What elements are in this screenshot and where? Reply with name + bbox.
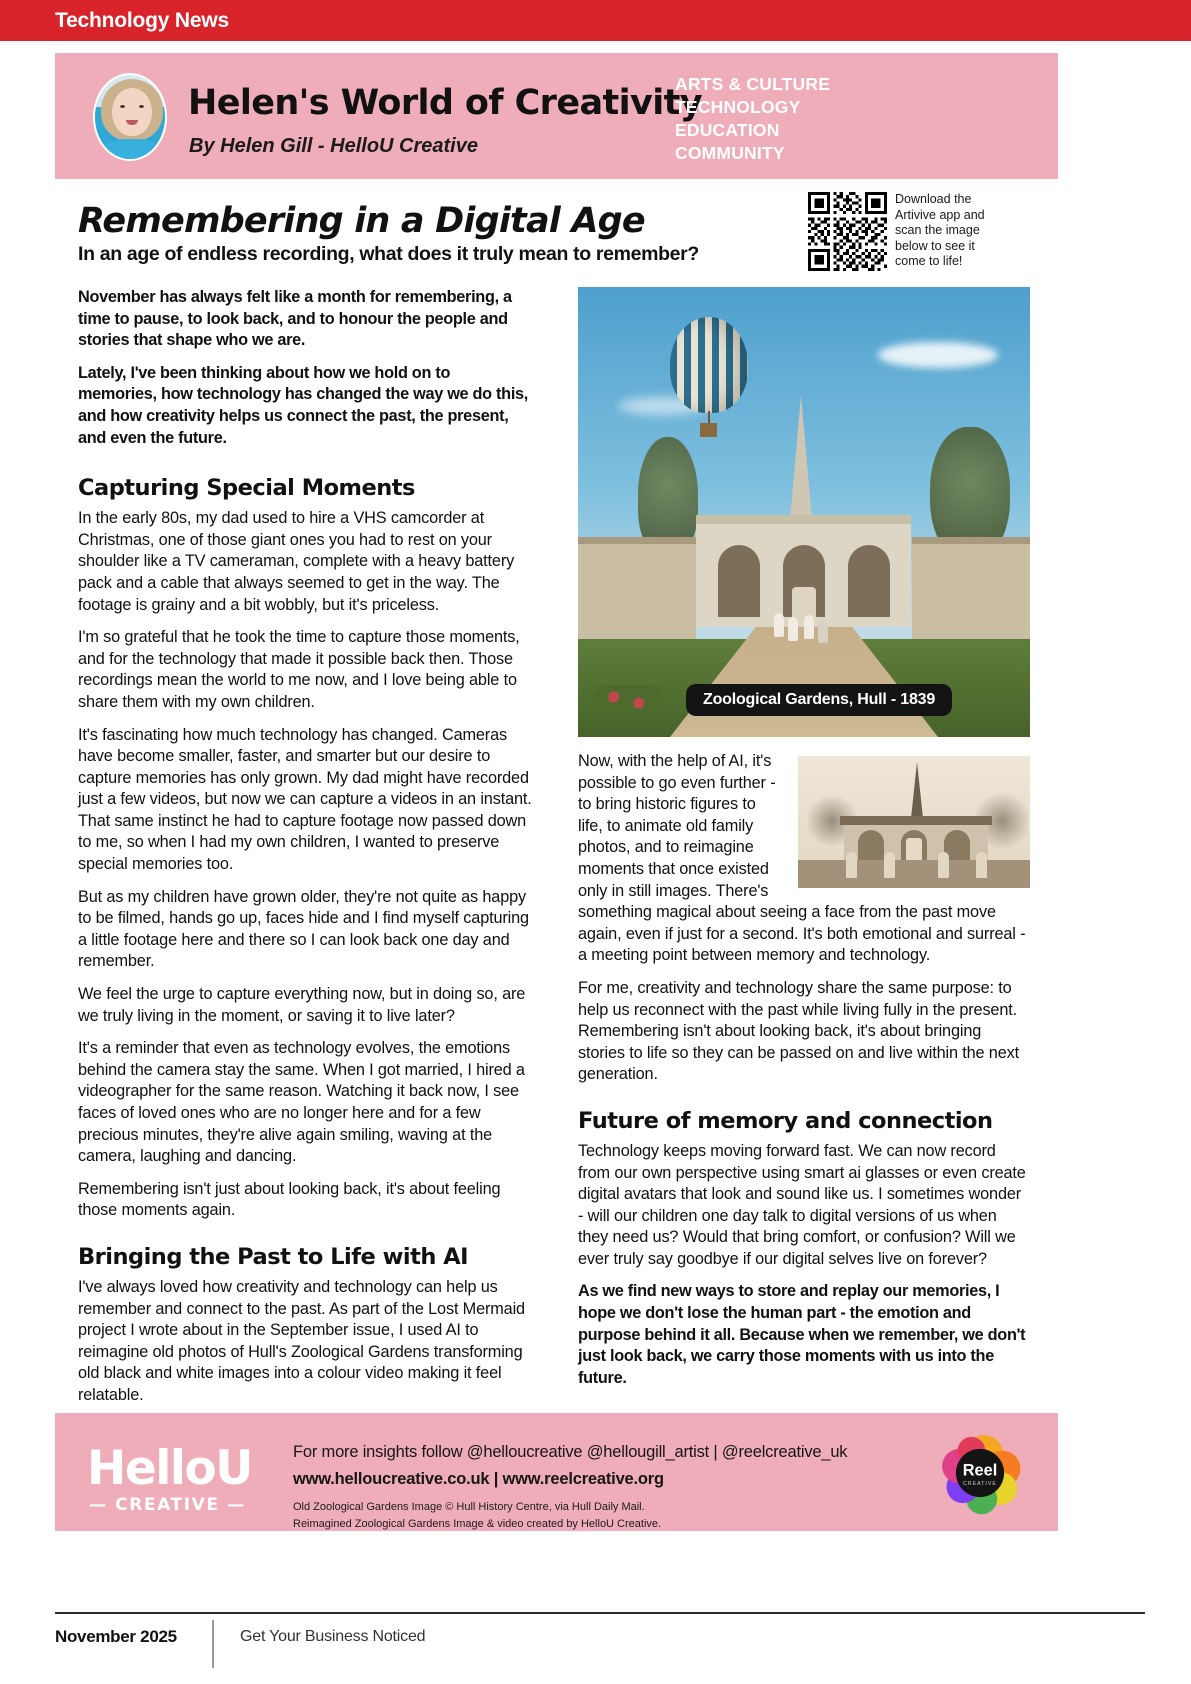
tag-arts-culture: ARTS & CULTURE	[675, 74, 831, 94]
archive-urn	[846, 852, 857, 878]
reel-logo-text: Reel	[962, 1461, 998, 1480]
hero-image-caption: Zoological Gardens, Hull - 1839	[686, 684, 952, 716]
hero-arch	[718, 545, 760, 617]
hellou-logo-tagline: — CREATIVE —	[89, 1495, 246, 1515]
archive-roof	[840, 816, 992, 825]
body-paragraph: It's fascinating how much technology has changed. Cameras have become smaller, faster, and smarter but our desire to capture memories has only grown. My dad might have recorded just a few videos, but now we can capture a videos in an instant. That same instinct he had to capture footage now passed down to me, so when I had my own children, I wanted to preserve special memories too.	[78, 725, 532, 874]
avatar	[93, 73, 167, 161]
right-column	[578, 287, 1030, 1400]
page-bottom-rule	[55, 1612, 1145, 1614]
archive-urn	[884, 852, 895, 878]
footer-social-handles[interactable]: For more insights follow @helloucreative @hellougill_artist | @reelcreative_uk	[293, 1443, 848, 1461]
body-paragraph: Now, with the help of AI, it's possible to go even further - to bring historic figures to life, to animate old family photos, and to reimagine moments that once existed only in still images. There's something magical about seeing a face from the past move again, even if just for a second. It's both emotional and surreal - a meeting point between memory and technology.	[578, 752, 1026, 965]
closing-paragraph: As we find new ways to store and replay our memories, I hope we don't lose the human part - the emotion and purpose behind it all. Because when we remember, we don't just look back, we carry those moments with us into the future.	[578, 1282, 1026, 1387]
masthead-bar	[0, 0, 1191, 41]
tag-technology: TECHNOLOGY	[675, 97, 801, 117]
avatar-eye-right	[139, 105, 144, 108]
left-column	[78, 287, 533, 1418]
article-headline: Remembering in a Digital Age	[78, 201, 645, 241]
body-paragraph: In the early 80s, my dad used to hire a VHS camcorder at Christmas, one of those giant ones you had to rest on your shoulder like a TV cameraman, complete with a heavy battery pack and a cable that always seemed to get in the way. The footage is grainy and a bit wobbly, but it's priceless.	[78, 509, 515, 614]
hero-figure	[788, 617, 798, 641]
masthead-title: Technology News	[55, 9, 229, 32]
archive-spire	[911, 762, 923, 818]
archive-photo	[798, 756, 1030, 888]
body-paragraph: Remembering isn't just about looking back, it's about feeling those moments again.	[78, 1179, 501, 1220]
hero-arch	[848, 545, 890, 617]
footer-image-credit: Reimagined Zoological Gardens Image & video created by HelloU Creative.	[293, 1518, 662, 1530]
section-heading-future: Future of memory and connection	[578, 1107, 993, 1134]
balloon-basket	[700, 423, 717, 437]
hero-flowerbed	[592, 685, 664, 715]
page-footer-tagline: Get Your Business Noticed	[240, 1628, 426, 1645]
hero-figure	[804, 615, 814, 639]
column-title: Helen's World of Creativity	[188, 83, 702, 123]
section-heading-capturing: Capturing Special Moments	[78, 475, 415, 502]
intro-paragraph: November has always felt like a month for remembering, a time to pause, to look back, and to honour the people and stories that shape who we are.	[78, 288, 512, 350]
avatar-eye-left	[120, 105, 125, 108]
body-paragraph: For me, creativity and technology share the same purpose: to help us reconnect with the past while living fully in the present. Remembering isn't about looking back, it's about bringing stories to life so they can be passed on and live within the next generation.	[578, 978, 1019, 1084]
hero-figure	[774, 613, 784, 637]
footer-bar	[55, 1413, 1058, 1531]
column-banner	[55, 53, 1058, 179]
section-heading-bringing-past: Bringing the Past to Life with AI	[78, 1243, 469, 1270]
qr-code[interactable]	[808, 192, 887, 271]
hot-air-balloon-icon	[670, 317, 748, 413]
reel-logo-subtext: CREATIVE	[963, 1481, 997, 1488]
archive-urn	[938, 852, 949, 878]
tag-education: EDUCATION	[675, 120, 780, 140]
reel-creative-logo	[937, 1430, 1023, 1516]
qr-instructions: Download the Artivive app and scan the image below to see it come to life!	[895, 192, 985, 268]
hero-cloud	[878, 342, 998, 368]
page-footer-divider	[212, 1620, 214, 1668]
body-paragraph: I'm so grateful that he took the time to capture those moments, and for the technology that made it possible back then. Those recordings mean the world to me now, and I love being able to share them with my own children.	[78, 628, 520, 711]
archive-arch	[858, 830, 884, 864]
hero-building-wing-right	[912, 537, 1030, 655]
archive-wall	[798, 860, 1030, 888]
hero-building-wing-left	[578, 537, 696, 655]
hero-figure	[818, 619, 828, 643]
footer-image-credit: Old Zoological Gardens Image © Hull History Centre, via Hull Daily Mail.	[293, 1501, 645, 1513]
hellou-logo: HelloU	[87, 1441, 252, 1496]
intro-paragraph: Lately, I've been thinking about how we hold on to memories, how technology has changed the way we do this, and how creativity helps us connect the past, the present, and even the future.	[78, 363, 529, 447]
body-paragraph: Technology keeps moving forward fast. We can now record from our own perspective using smart ai glasses or even create digital avatars that look and sound like us. I sometimes wonder - will our children one day talk to digital versions of us when they need us? Would that bring comfort, or confusion? Will we ever truly say goodbye if our digital selves live on forever?	[578, 1141, 1026, 1268]
column-byline: By Helen Gill - HelloU Creative	[189, 135, 478, 157]
hero-image	[578, 287, 1030, 737]
body-paragraph: I've always loved how creativity and technology can help us remember and connect to the past. As part of the Lost Mermaid project I wrote about in the September issue, I used AI to reimagine old photos of Hull's Zoological Gardens transforming old black and white images into a colour video making it feel relatable.	[78, 1277, 525, 1404]
category-tags	[675, 73, 830, 165]
hero-spire	[790, 395, 812, 520]
qr-code-icon	[808, 192, 887, 271]
archive-urn	[976, 852, 987, 878]
body-paragraph: It's a reminder that even as technology evolves, the emotions behind the camera stay the same. When I got married, I hired a videographer for the same reason. Watching it back now, I see faces of loved ones who are no longer here and for a few precious minutes, they're alive again smiling, waving at the camera, laughing and dancing.	[78, 1039, 525, 1166]
page-issue-date: November 2025	[55, 1627, 177, 1646]
avatar-shoulders	[93, 139, 167, 161]
body-paragraph: We feel the urge to capture everything now, but in doing so, are we truly living in the moment, or saving it to live later?	[78, 985, 526, 1025]
footer-websites[interactable]: www.helloucreative.co.uk | www.reelcreative.org	[293, 1470, 664, 1488]
article-subheadline: In an age of endless recording, what does it truly mean to remember?	[78, 243, 699, 265]
avatar-face	[112, 88, 152, 136]
tag-community: COMMUNITY	[675, 143, 785, 163]
body-paragraph: But as my children have grown older, they're not quite as happy to be filmed, hands go up, faces hide and I find myself capturing a little footage here and there so I can look back one day and remember.	[78, 887, 529, 971]
